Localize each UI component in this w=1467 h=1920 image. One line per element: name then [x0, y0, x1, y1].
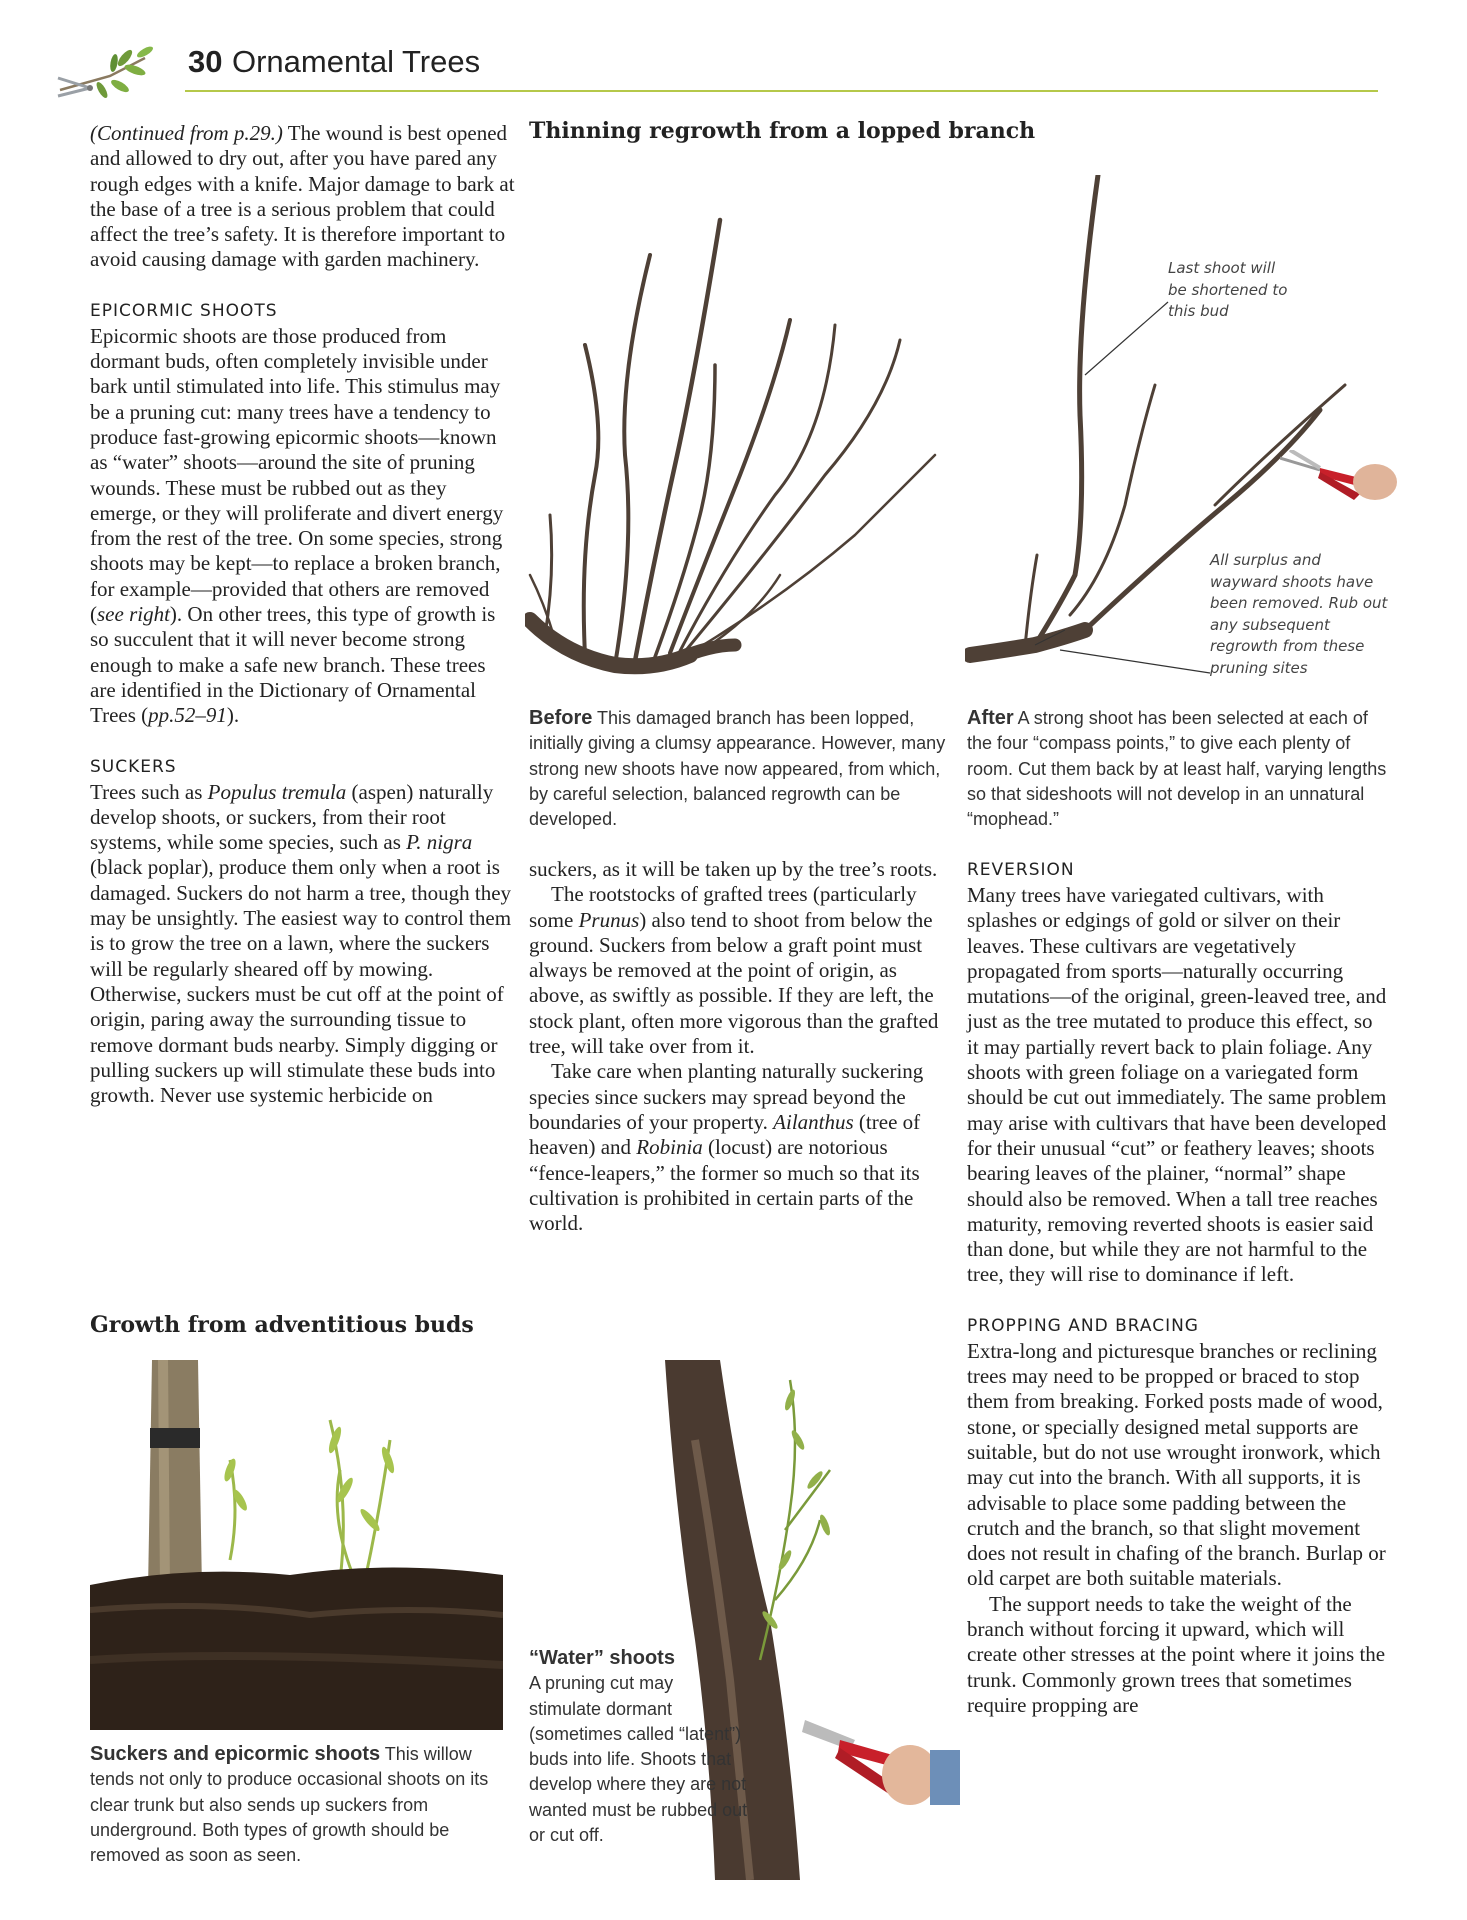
suckers-paragraph: Trees such as Populus tremula (aspen) naturally develop shoots, or suckers, from their root systems, while some species, such as P. nigra (black poplar), produce them only when a root is damaged. Suckers do not harm a tree, though they may be unsightly. The easiest way to control them is to grow the tree on a lawn, where the suckers will be regularly sheared off by mowing. Otherwise, suckers must be cut off at the point of origin, paring away the surrounding tissue to remove dormant buds nearby. Simply digging or pulling suckers up will stimulate these buds into growth. Never use systemic herbicide on — [90, 779, 512, 1108]
thinning-heading: Thinning regrowth from a lopped branch — [529, 118, 1036, 144]
page-title: Ornamental Trees — [232, 44, 481, 79]
epicormic-heading: EPICORMIC SHOOTS — [90, 300, 278, 321]
col2-paragraph-1: suckers, as it will be taken up by the tree’s roots. — [529, 857, 938, 881]
water-shoots-caption: “Water” shoots A pruning cut may stimulate dormant (sometimes called “latent”) buds into life. Shoots that develop where they are not wanted must be rubbed out or cut off. — [529, 1647, 748, 1846]
annotation-leader-line-bottom — [1055, 648, 1215, 678]
pruners-icon — [1280, 450, 1400, 510]
propping-paragraph-1: Extra-long and picturesque branches or reclining trees may need to be propped or braced to stop them from breaking. Forked posts made of wood, stone, or specially designed metal supports are suitable, but do not use wrought ironwork, which may cut into the branch. With all supports, it is advisable to place some padding between the crutch and the branch, so that slight movement does not result in chafing of the branch. Burlap or old carpet are both suitable materials. — [967, 1338, 1386, 1591]
suckers-heading: SUCKERS — [90, 756, 177, 777]
before-branch-image — [525, 175, 950, 700]
column-3-text — [967, 857, 1387, 1718]
header-icon — [50, 38, 160, 108]
header-rule — [185, 90, 1378, 92]
reversion-heading: REVERSION — [967, 860, 1075, 880]
page-number: 30 — [188, 44, 223, 79]
annotation-last-shoot: Last shoot will be shortened to this bud — [1168, 259, 1288, 320]
willow-suckers-illustration — [90, 1360, 503, 1730]
column-2-text — [529, 857, 947, 1236]
annotation-leader-line-top — [1080, 300, 1180, 380]
column-1 — [90, 121, 515, 1108]
pruners-hand-image-top — [1280, 450, 1400, 510]
col2-paragraph-2: The rootstocks of grafted trees (particularly some Prunus) also tend to shoot from below the ground. Suckers from below a graft point must always be removed at the point of origin, as above, as swiftly as possible. If they are left, the stock plant, often more vigorous than the grafted tree, will take over from it. — [529, 882, 939, 1059]
annotation-surplus-shoots: All surplus and wayward shoots have been removed. Rub out any subsequent regrowth from these pruning sites — [1210, 551, 1388, 677]
suckers-caption: Suckers and epicormic shoots This willow tends not only to produce occasional shoots on its clear trunk but also sends up suckers from underground. Both types of growth should be removed as soon as seen. — [90, 1743, 489, 1866]
continued-note: (Continued from p.29.) — [90, 121, 283, 145]
epicormic-paragraph: Epicormic shoots are those produced from dormant buds, often completely invisible under bark until stimulated into life. This stimulus may be a pruning cut: many trees have a tendency to produce fast-growing epicormic shoots—known as “water” shoots—around the site of pruning wounds. These must be rubbed out as they emerge, or they will proliferate and divert energy from the rest of the tree. On some species, strong shoots may be kept—to replace a broken branch, for example—provided that others are removed (see right). On other trees, this type of growth is so succulent that it will never become strong enough to make a safe new branch. These trees are identified in the Dictionary of Ornamental Trees (pp.52–91). — [90, 323, 504, 728]
propping-paragraph-2: The support needs to take the weight of the branch without forcing it upward, which will create other stresses at the point where it joins the trunk. Commonly grown trees that sometimes require propping are — [967, 1591, 1386, 1717]
before-branch-illustration — [525, 175, 950, 700]
after-caption: After A strong shoot has been selected at each of the four “compass points,” to give each plenty of room. Cut them back by at least half, varying lengths so that sideshoots will not develop in an unnatural “mophead.” — [967, 707, 1387, 830]
propping-heading: PROPPING AND BRACING — [967, 1315, 1199, 1336]
before-caption: Before This damaged branch has been lopped, initially giving a clumsy appearance. However, many strong new shoots have now appeared, from which, by careful selection, balanced regrowth can be developed. — [529, 707, 946, 830]
leaf-sprig-with-pruners-icon — [50, 38, 160, 108]
reversion-paragraph: Many trees have variegated cultivars, with splashes or edgings of gold or silver on their leaves. These cultivars are vegetatively propagated from sports—naturally occurring mutations—of the original, green-leaved tree, and just as the tree mutated to produce this effect, so it may partially revert back to plain foliage. Any shoots with green foliage on a variegated form should be cut out immediately. The same problem may arise with cultivars that have been developed for their unusual “cut” or feathery leaves; shoots bearing leaves of the plainer, “normal” shape should also be removed. When a tall tree reaches maturity, removing reverted shoots is easier said than done, but while they are not harmful to the tree, they will rise to dominance if left. — [967, 883, 1387, 1287]
adventitious-heading: Growth from adventitious buds — [90, 1312, 474, 1338]
water-shoots-caption-title: “Water” shoots — [529, 1647, 675, 1669]
intro-paragraph: (Continued from p.29.) The wound is best opened and allowed to dry out, after you have pared any rough edges with a knife. Major damage to bark at the base of a tree is a serious problem that could affect the tree’s safety. It is therefore important to avoid causing damage with garden machinery. — [90, 121, 515, 272]
col2-paragraph-3: Take care when planting naturally suckering species since suckers may spread beyond the boundaries of your property. Ailanthus (tree of heaven) and Robinia (locust) are notorious “fence-leapers,” the former so much so that its cultivation is prohibited in certain parts of the world. — [529, 1059, 924, 1236]
suckers-photo — [90, 1360, 503, 1730]
